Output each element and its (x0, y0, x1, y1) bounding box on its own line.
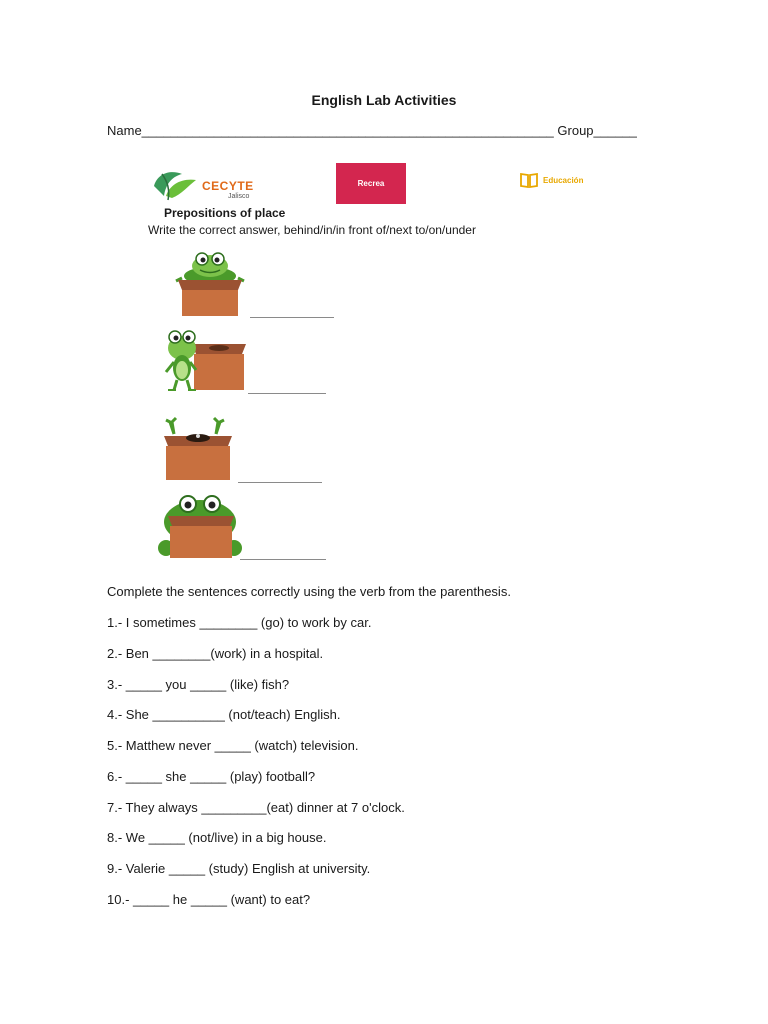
exercise-sentence[interactable]: 9.- Valerie _____ (study) English at university. (107, 861, 371, 876)
exercise-sentence[interactable]: 10.- _____ he _____ (want) to eat? (107, 892, 311, 907)
exercise-sentence[interactable]: 8.- We _____ (not/live) in a big house. (107, 830, 327, 845)
answer-blank[interactable] (250, 317, 334, 318)
answer-blank[interactable] (240, 559, 326, 560)
frog-in-box-image (160, 416, 236, 482)
exercise-instructions: Complete the sentences correctly using the verb from the parenthesis. (107, 584, 511, 599)
exercise-sentence[interactable]: 3.- _____ you _____ (like) fish? (107, 677, 290, 692)
cecyte-text: CECYTE (202, 179, 254, 193)
frog-behind-box-image (158, 494, 242, 560)
educacion-text: Educación (543, 175, 584, 185)
exercise-sentence[interactable]: 1.- I sometimes ________ (go) to work by car. (107, 615, 372, 630)
answer-blank[interactable] (238, 482, 322, 483)
frog-next-to-box-image (162, 328, 248, 394)
exercise-sentence[interactable]: 7.- They always _________(eat) dinner at 7 o'clock. (107, 800, 405, 815)
answer-blank[interactable] (248, 393, 326, 394)
recrea-text: Recrea (357, 179, 385, 188)
frog-on-box-image (172, 250, 248, 318)
cecyte-subtext: Jalisco (228, 193, 250, 200)
exercise-sentence[interactable]: 5.- Matthew never _____ (watch) television. (107, 738, 359, 753)
exercise-sentence[interactable]: 4.- She __________ (not/teach) English. (107, 707, 341, 722)
exercise-sentence[interactable]: 2.- Ben ________(work) in a hospital. (107, 646, 324, 661)
educacion-logo (520, 172, 583, 188)
page-title: English Lab Activities (311, 92, 457, 108)
worksheet-title: Prepositions of place (164, 206, 286, 220)
book-icon (520, 172, 538, 188)
exercise-sentence[interactable]: 6.- _____ she _____ (play) football? (107, 769, 316, 784)
name-group-line[interactable]: Name_________________________________________________________ Group______ (107, 123, 637, 138)
cecyte-leaf-icon (152, 168, 200, 202)
worksheet-instruction: Write the correct answer, behind/in/in front of/next to/on/under (148, 223, 476, 237)
recrea-logo (336, 163, 406, 204)
cecyte-logo (152, 166, 256, 204)
